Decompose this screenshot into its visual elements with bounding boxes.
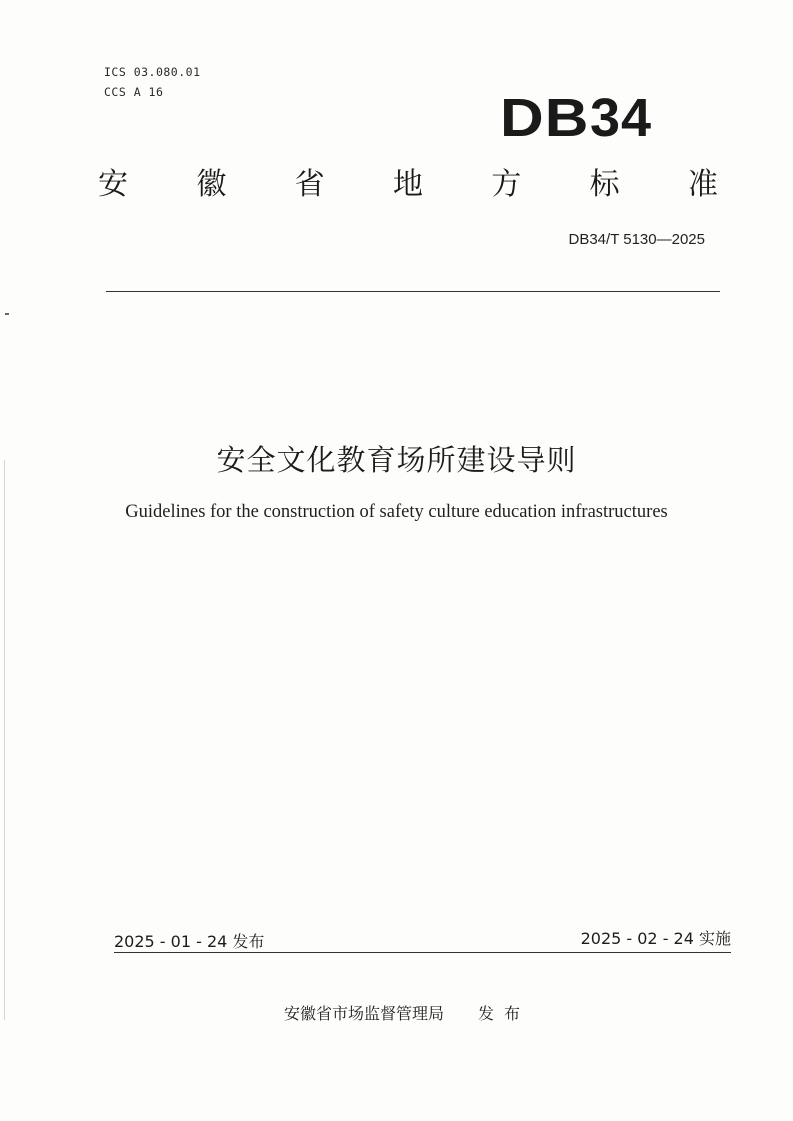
ics-code: ICS 03.080.01 bbox=[104, 65, 201, 79]
ccs-code: CCS A 16 bbox=[104, 85, 164, 99]
standard-type-char: 省 bbox=[294, 167, 325, 202]
footer-divider bbox=[114, 952, 731, 953]
standard-type-char: 准 bbox=[687, 167, 718, 202]
db34-logo bbox=[500, 88, 652, 148]
title-chinese: 安全文化教育场所建设导则 bbox=[216, 443, 577, 477]
standard-type-char: 方 bbox=[491, 167, 522, 202]
classification-codes bbox=[104, 62, 201, 102]
scan-speck bbox=[5, 313, 9, 315]
logo-db: DB bbox=[500, 88, 590, 148]
header-divider bbox=[106, 291, 720, 292]
issue-date: 2025 - 01 - 24 发布 bbox=[114, 932, 265, 951]
logo-number: 34 bbox=[590, 88, 653, 148]
scan-edge-shadow bbox=[4, 460, 5, 1020]
standard-type-char: 标 bbox=[589, 167, 620, 202]
standard-type-char: 安 bbox=[98, 167, 128, 202]
publisher-line bbox=[284, 1002, 530, 1026]
implementation-date: 2025 - 02 - 24 实施 bbox=[580, 929, 731, 948]
standard-type-char: 地 bbox=[392, 167, 423, 202]
publisher-name: 安徽省市场监督管理局 bbox=[284, 1004, 445, 1023]
standard-type-heading bbox=[98, 163, 718, 207]
publish-action: 发布 bbox=[478, 1004, 531, 1023]
standard-code: DB34/T 5130—2025 bbox=[568, 231, 705, 248]
standard-type-char: 徽 bbox=[196, 167, 227, 202]
title-english: Guidelines for the construction of safety culture education infrastructures bbox=[125, 502, 668, 522]
